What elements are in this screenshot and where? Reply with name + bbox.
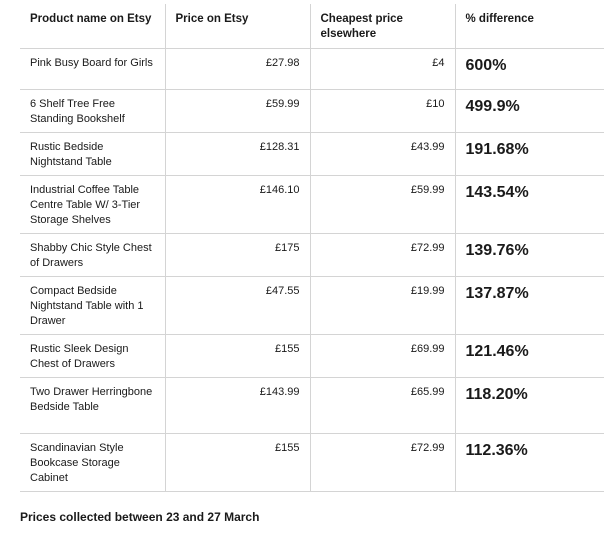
- percent-difference: 118.20%: [455, 378, 604, 434]
- product-name: Rustic Sleek Design Chest of Drawers: [20, 335, 165, 378]
- product-name: Scandinavian Style Bookcase Storage Cabinet: [20, 434, 165, 492]
- header-cheapest-price: Cheapest price elsewhere: [310, 4, 455, 49]
- cheapest-price: £19.99: [310, 277, 455, 335]
- etsy-price: £27.98: [165, 49, 310, 90]
- percent-difference: 600%: [455, 49, 604, 90]
- product-name: Compact Bedside Nightstand Table with 1 Drawer: [20, 277, 165, 335]
- etsy-price: £155: [165, 335, 310, 378]
- cheapest-price: £10: [310, 90, 455, 133]
- product-name: Industrial Coffee Table Centre Table W/ 3-Tier Storage Shelves: [20, 176, 165, 234]
- etsy-price: £155: [165, 434, 310, 492]
- product-name: Pink Busy Board for Girls: [20, 49, 165, 90]
- table-row: [20, 335, 604, 378]
- table-row: [20, 133, 604, 176]
- product-name: 6 Shelf Tree Free Standing Bookshelf: [20, 90, 165, 133]
- cheapest-price: £4: [310, 49, 455, 90]
- header-product-name: Product name on Etsy: [20, 4, 165, 49]
- etsy-price: £59.99: [165, 90, 310, 133]
- table-header-row: [20, 4, 604, 49]
- percent-difference: 139.76%: [455, 234, 604, 277]
- cheapest-price: £43.99: [310, 133, 455, 176]
- percent-difference: 191.68%: [455, 133, 604, 176]
- etsy-price: £146.10: [165, 176, 310, 234]
- percent-difference: 499.9%: [455, 90, 604, 133]
- footnote: Prices collected between 23 and 27 March: [20, 510, 260, 524]
- product-name: Shabby Chic Style Chest of Drawers: [20, 234, 165, 277]
- percent-difference: 121.46%: [455, 335, 604, 378]
- percent-difference: 137.87%: [455, 277, 604, 335]
- percent-difference: 112.36%: [455, 434, 604, 492]
- table-row: [20, 176, 604, 234]
- cheapest-price: £69.99: [310, 335, 455, 378]
- etsy-price: £143.99: [165, 378, 310, 434]
- cheapest-price: £65.99: [310, 378, 455, 434]
- percent-difference: 143.54%: [455, 176, 604, 234]
- product-name: Rustic Bedside Nightstand Table: [20, 133, 165, 176]
- price-comparison-table: [20, 4, 604, 492]
- etsy-price: £128.31: [165, 133, 310, 176]
- table-row: [20, 277, 604, 335]
- etsy-price: £175: [165, 234, 310, 277]
- table-row: [20, 434, 604, 492]
- cheapest-price: £72.99: [310, 234, 455, 277]
- header-price-on-etsy: Price on Etsy: [165, 4, 310, 49]
- table-row: [20, 49, 604, 90]
- cheapest-price: £72.99: [310, 434, 455, 492]
- header-percent-difference: % difference: [455, 4, 604, 49]
- cheapest-price: £59.99: [310, 176, 455, 234]
- etsy-price: £47.55: [165, 277, 310, 335]
- table-row: [20, 378, 604, 434]
- table-row: [20, 90, 604, 133]
- table-row: [20, 234, 604, 277]
- product-name: Two Drawer Herringbone Bedside Table: [20, 378, 165, 434]
